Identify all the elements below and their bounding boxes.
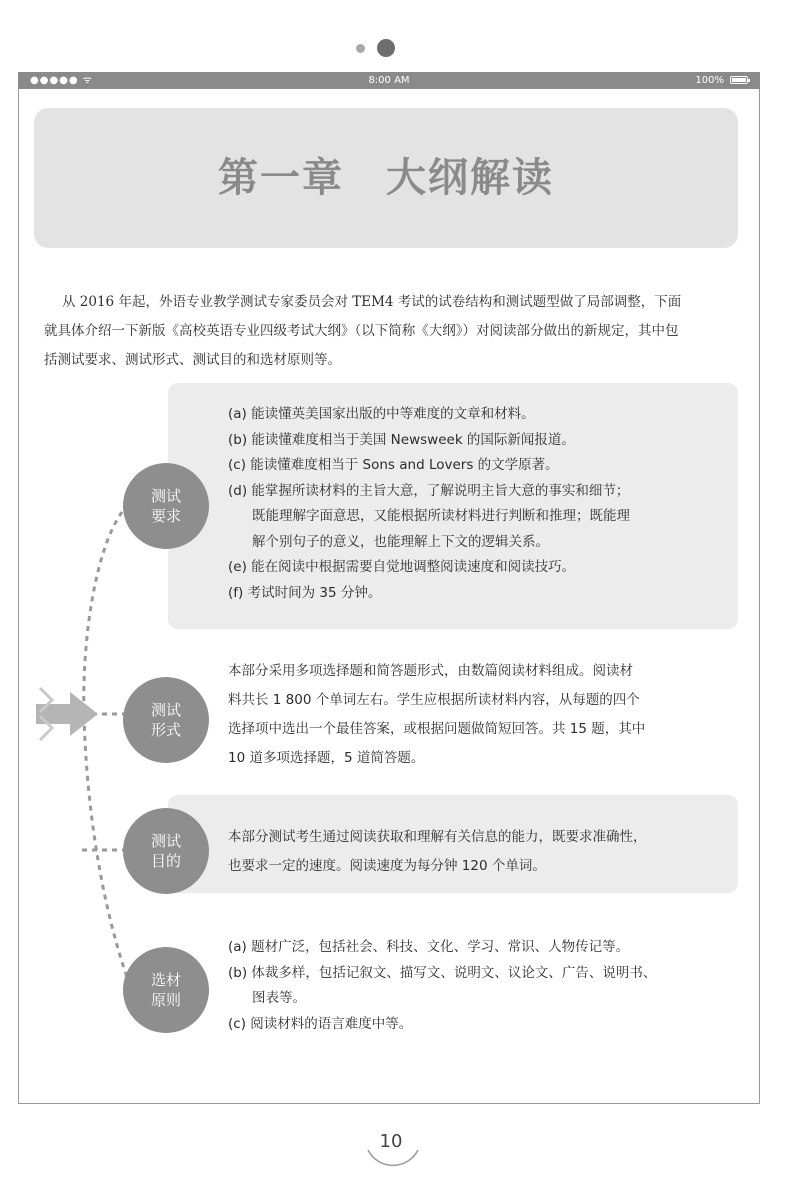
list-item: (b) 体裁多样，包括记叙文、描写文、说明文、议论文、广告、说明书、 [228,964,657,981]
list-item: (b) 能读懂难度相当于美国 Newsweek 的国际新闻报道。 [228,431,575,448]
status-bar [18,72,760,89]
badge-requirements [123,463,209,549]
list-item: (c) 能读懂难度相当于 Sons and Lovers 的文学原著。 [228,457,559,473]
intro-line: 括测试要求、测试形式、测试目的和选材原则等。 [44,352,341,368]
list-item: (e) 能在阅读中根据需要自觉地调整阅读速度和阅读技巧。 [228,559,576,575]
badge-label: 要求 [150,507,181,525]
badge-label: 测试 [150,701,181,719]
list-item-continuation: 既能理解字面意思，又能根据所读材料进行判断和推理；既能理 [252,508,630,524]
list-item: (d) 能掌握所读材料的主旨大意，了解说明主旨大意的事实和细节； [228,482,630,499]
list-item: (a) 能读懂英美国家出版的中等难度的文章和材料。 [228,406,535,422]
intro-line: 就具体介绍一下新版《高校英语专业四级考试大纲》（以下简称《大纲》）对阅读部分做出的新规定，其中包 [44,323,679,339]
badge-format [123,677,209,763]
text-line: 10 道多项选择题，5 道简答题。 [228,750,425,766]
badge-label: 测试 [150,487,181,505]
intro-line: 从 2016 年起，外语专业教学测试专家委员会对 TEM4 考试的试卷结构和测试题型做了局部调整，下面 [62,294,682,310]
badge-purpose [123,808,209,894]
list-item-continuation: 解个别句子的意义，也能理解上下文的逻辑关系。 [252,533,549,550]
text-line: 本部分测试考生通过阅读获取和理解有关信息的能力，既要求准确性， [228,829,647,845]
status-time: 8:00 AM [368,75,410,86]
battery-percent: 100% [695,75,724,86]
page-number: 10 [379,1131,403,1152]
text-line: 也要求一定的速度。阅读速度为每分钟 120 个单词。 [228,858,546,874]
text-line: 料共长 1 800 个单词左右。学生应根据所读材料内容，从每题的四个 [228,692,640,708]
list-item: (c) 阅读材料的语言难度中等。 [228,1015,413,1032]
badge-label: 目的 [150,852,181,870]
format-paragraph [228,657,718,773]
list-item: (f) 考试时间为 35 分钟。 [228,584,382,601]
battery-icon [730,76,748,84]
badge-label: 选材 [150,971,181,989]
materials-list [228,935,656,1037]
list-item-continuation: 图表等。 [252,990,306,1006]
badge-label: 形式 [150,721,181,739]
badge-materials [123,947,209,1033]
chapter-title: 第一章 大纲解读 [218,154,554,201]
badge-label: 测试 [150,832,181,850]
camera-dot-large [377,39,395,57]
camera-dot-small [356,44,365,53]
page-number-badge [362,1118,420,1176]
purpose-paragraph [228,823,718,881]
intro-paragraph [44,288,752,375]
badge-label: 原则 [150,991,181,1009]
text-line: 本部分采用多项选择题和简答题形式，由数篇阅读材料组成。阅读材 [228,663,633,679]
list-item: (a) 题材广泛，包括社会、科技、文化、学习、常识、人物传记等。 [228,939,630,955]
signal-indicator: ●●●●● ᯤ [30,75,93,86]
text-line: 选择项中选出一个最佳答案，或根据问题做简短回答。共 15 题，其中 [228,721,646,737]
requirements-list [228,402,630,606]
